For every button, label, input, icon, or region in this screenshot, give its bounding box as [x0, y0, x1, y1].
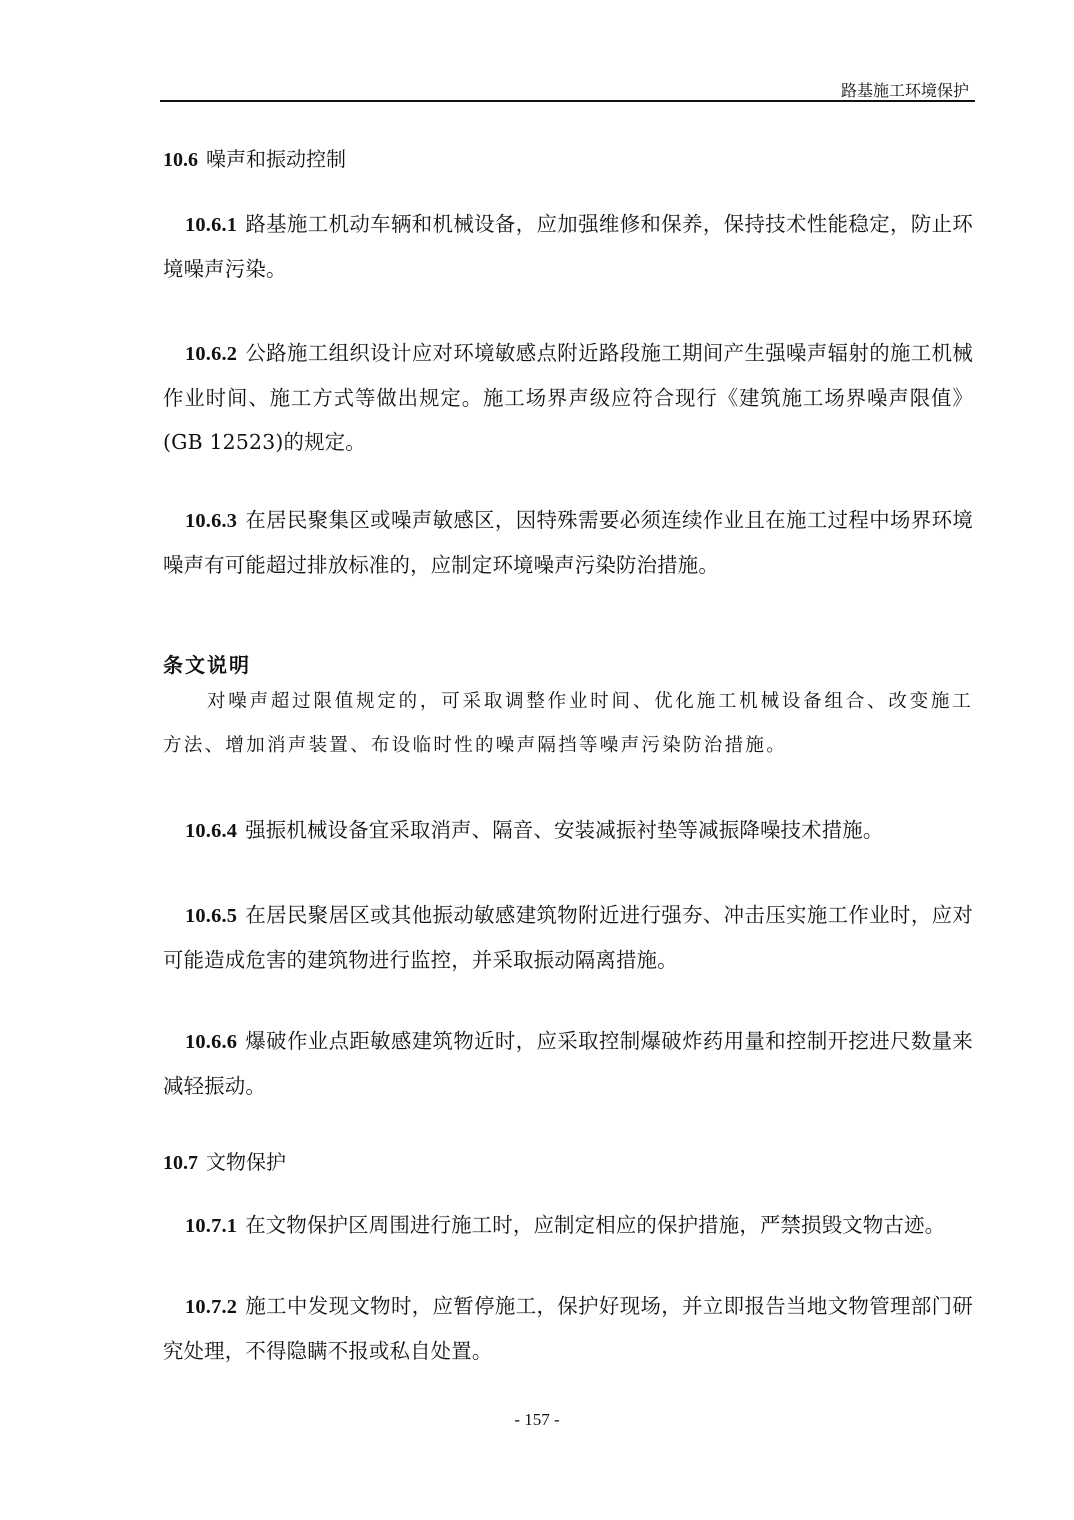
- clause-10-6-5: [163, 893, 973, 982]
- section-title: 噪声和振动控制: [206, 147, 346, 171]
- commentary-text: 对噪声超过限值规定的，可采取调整作业时间、优化施工机械设备组合、改变施工方法、增加消声装置、布设临时性的噪声隔挡等噪声污染防治措施。: [163, 691, 973, 756]
- clause-number: 10.6.1: [185, 214, 238, 236]
- header-rule: [160, 100, 975, 102]
- clause-text: 爆破作业点距敏感建筑物近时，应采取控制爆破炸药用量和控制开挖进尺数量来减轻振动。: [163, 1029, 973, 1098]
- clause-number: 10.6.4: [185, 820, 238, 842]
- section-number: 10.7: [163, 1152, 198, 1174]
- clause-text: 公路施工组织设计应对环境敏感点附近路段施工期间产生强噪声辐射的施工机械作业时间、施工方式等做出规定。施工场界声级应符合现行《建筑施工场界噪声限值》(GB 12523)的规定。: [163, 341, 973, 454]
- clause-10-6-6: [163, 1019, 973, 1108]
- clause-text: 路基施工机动车辆和机械设备，应加强维修和保养，保持技术性能稳定，防止环境噪声污染。: [163, 212, 973, 281]
- section-title: 文物保护: [206, 1150, 286, 1174]
- clause-text: 在居民聚居区或其他振动敏感建筑物附近进行强夯、冲击压实施工作业时，应对可能造成危害的建筑物进行监控，并采取振动隔离措施。: [163, 903, 973, 972]
- clause-text: 在居民聚集区或噪声敏感区，因特殊需要必须连续作业且在施工过程中场界环境噪声有可能超过排放标准的，应制定环境噪声污染防治措施。: [163, 508, 973, 577]
- section-number: 10.6: [163, 149, 198, 171]
- running-header-title: 路基施工环境保护: [840, 81, 969, 100]
- clause-number: 10.7.2: [185, 1296, 238, 1318]
- commentary-title: 条文说明: [163, 653, 251, 677]
- clause-number: 10.7.1: [185, 1215, 238, 1237]
- section-heading-10-6: [163, 143, 346, 172]
- clause-number: 10.6.5: [185, 905, 238, 927]
- page-number: - 157 -: [514, 1410, 560, 1429]
- section-heading-10-7: [163, 1146, 286, 1175]
- clause-10-7-1: [163, 1203, 973, 1248]
- clause-number: 10.6.6: [185, 1031, 238, 1053]
- clause-10-6-3: [163, 498, 973, 587]
- clause-number: 10.6.3: [185, 510, 238, 532]
- clause-10-7-2: [163, 1284, 973, 1373]
- clause-text: 在文物保护区周围进行施工时，应制定相应的保护措施，严禁损毁文物古迹。: [245, 1213, 946, 1237]
- clause-10-6-4: [163, 808, 973, 853]
- clause-text: 强振机械设备宜采取消声、隔音、安装减振衬垫等减振降噪技术措施。: [245, 818, 884, 842]
- clause-text: 施工中发现文物时，应暂停施工，保护好现场，并立即报告当地文物管理部门研究处理，不得隐瞒不报或私自处置。: [163, 1294, 973, 1363]
- clause-number: 10.6.2: [185, 343, 238, 365]
- clause-10-6-2: [163, 331, 973, 464]
- clause-10-6-1: [163, 202, 973, 291]
